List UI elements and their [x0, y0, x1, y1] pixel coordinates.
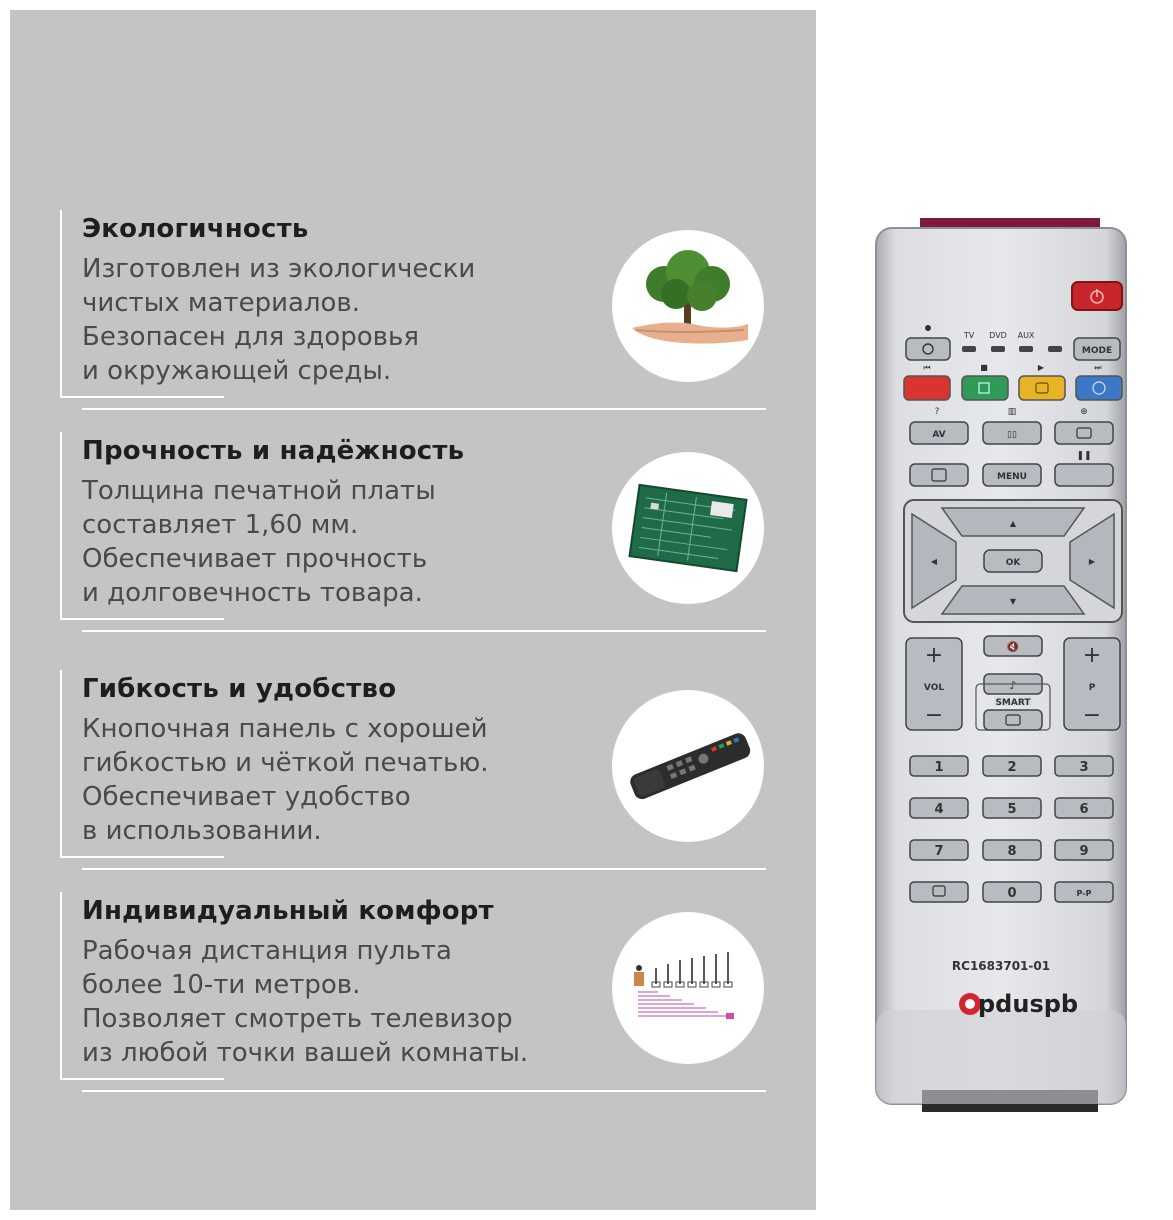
feature-line: Рабочая дистанция пульта [82, 936, 452, 966]
power-button[interactable] [1072, 282, 1122, 310]
divider [60, 856, 224, 858]
digit-button-3[interactable] [1055, 756, 1113, 776]
feature-title: Гибкость и удобство [82, 674, 397, 704]
dual-screen-button[interactable] [983, 422, 1041, 444]
svg-text:▯▯: ▯▯ [1007, 430, 1017, 440]
feature-title: Прочность и надёжность [82, 436, 465, 466]
tree-in-hand-icon [612, 230, 764, 382]
minus-icon: − [1082, 703, 1102, 728]
feature-line: Позволяет смотреть телевизор [82, 1004, 513, 1034]
digit-label: 0 [1007, 886, 1017, 901]
indicator-led [1048, 346, 1062, 352]
model-number: RC1683701-01 [951, 959, 1051, 973]
zoom-icon: ⊕ [1080, 407, 1088, 417]
remote-control-icon [612, 690, 764, 842]
digit-label: 8 [1007, 844, 1017, 859]
ok-button[interactable] [984, 550, 1042, 572]
divider [60, 210, 62, 396]
digit-button-7[interactable] [910, 840, 968, 860]
music-note-icon: ♪ [1009, 679, 1017, 692]
feature-line: Толщина печатной платы [82, 476, 436, 506]
divider [82, 1090, 766, 1092]
digit-button-5[interactable] [983, 798, 1041, 818]
mode-button[interactable] [1074, 338, 1120, 360]
feature-line: Кнопочная панель с хорошей [82, 714, 488, 744]
digit-button-6[interactable] [1055, 798, 1113, 818]
digit-button-2[interactable] [983, 756, 1041, 776]
feature-flexibility [60, 670, 766, 860]
digit-label: 1 [934, 760, 944, 775]
help-icon: ? [934, 407, 940, 417]
input-button[interactable] [910, 882, 968, 902]
circuit-board-icon [612, 452, 764, 604]
plus-icon: + [924, 643, 944, 668]
digit-label: 9 [1079, 844, 1089, 859]
feature-description [82, 712, 488, 848]
mode-button-label: MODE [1081, 346, 1113, 356]
feature-line: Изготовлен из экологически [82, 254, 476, 284]
digit-button-9[interactable] [1055, 840, 1113, 860]
source-tv-button[interactable] [962, 346, 976, 352]
divider [60, 1078, 224, 1080]
arrow-down-icon: ▼ [1009, 597, 1017, 606]
divider [60, 432, 62, 618]
av-button-label: AV [932, 430, 946, 440]
divider [82, 868, 766, 870]
feature-line: из любой точки вашей комнаты. [82, 1038, 529, 1068]
feature-line: гибкостью и чёткой печатью. [82, 748, 489, 778]
digit-button-8[interactable] [983, 840, 1041, 860]
feature-description [82, 474, 436, 610]
record-button[interactable] [906, 338, 950, 360]
feature-line: более 10-ти метров. [82, 970, 361, 1000]
brand-name: pduspb [978, 990, 1079, 1018]
pause-icon: ❚❚ [1076, 451, 1092, 461]
picture-button[interactable] [984, 710, 1042, 730]
teletext-button[interactable] [910, 464, 968, 486]
volume-label: VOL [923, 683, 945, 693]
arrow-right-icon: ▶ [1088, 557, 1096, 566]
feature-description [82, 252, 475, 388]
digit-label: 4 [934, 802, 944, 817]
feature-comfort [60, 892, 766, 1082]
divider [82, 630, 766, 632]
source-dvd-button[interactable] [991, 346, 1005, 352]
record-dot-icon [925, 325, 931, 331]
divider [60, 618, 224, 620]
arrow-left-icon: ◀ [930, 557, 938, 566]
ok-button-label: OK [1005, 558, 1021, 568]
mute-icon: 🔇 [1006, 642, 1020, 653]
feature-line: чистых материалов. [82, 288, 361, 318]
distance-diagram-icon [612, 912, 764, 1064]
menu-button-label: MENU [997, 472, 1027, 482]
prev-icon: ⏮ [923, 363, 931, 372]
feature-line: Обеспечивает прочность [82, 544, 428, 574]
feature-title: Экологичность [82, 214, 309, 244]
feature-line: составляет 1,60 мм. [82, 510, 359, 540]
feature-ecology [60, 210, 766, 400]
source-label-dvd: DVD [989, 331, 1007, 340]
digit-label: 3 [1079, 760, 1089, 775]
divider [60, 892, 62, 1078]
pp-button[interactable] [1055, 882, 1113, 902]
program-label: P [1088, 683, 1096, 693]
divider [60, 670, 62, 856]
volume-rocker[interactable] [906, 638, 962, 730]
divider [60, 396, 224, 398]
plus-icon: + [1082, 643, 1102, 668]
feature-line: и долговечность товара. [82, 578, 423, 608]
smart-label: SMART [995, 698, 1031, 708]
program-rocker[interactable] [1064, 638, 1120, 730]
mute-button[interactable] [984, 636, 1042, 656]
digit-label: 6 [1079, 802, 1089, 817]
yellow-button[interactable] [1019, 376, 1065, 400]
pp-button-label: P-P [1076, 889, 1092, 898]
remote-control [866, 210, 1136, 1116]
play-icon: ▶ [1037, 363, 1045, 372]
green-button[interactable] [962, 376, 1008, 400]
feature-line: Безопасен для здоровья [82, 322, 419, 352]
source-label-tv: TV [963, 331, 975, 340]
feature-line: Обеспечивает удобство [82, 782, 411, 812]
feature-title: Индивидуальный комфорт [82, 896, 494, 926]
source-label-aux: AUX [1017, 331, 1035, 340]
digit-label: 2 [1007, 760, 1017, 775]
navigation-pad [904, 500, 1122, 622]
format-button[interactable] [1055, 422, 1113, 444]
split-icon: ▥ [1007, 407, 1017, 417]
feature-line: и окружающей среды. [82, 356, 392, 386]
minus-icon: − [924, 703, 944, 728]
divider [82, 408, 766, 410]
feature-durability [60, 432, 766, 622]
feature-description [82, 934, 528, 1070]
stop-icon: ■ [980, 363, 988, 372]
digit-label: 5 [1007, 802, 1017, 817]
freeze-button[interactable] [1055, 464, 1113, 486]
feature-line: в использовании. [82, 816, 322, 846]
digit-button-4[interactable] [910, 798, 968, 818]
digit-button-1[interactable] [910, 756, 968, 776]
blue-button[interactable] [1076, 376, 1122, 400]
av-button[interactable] [910, 422, 968, 444]
digit-label: 7 [934, 844, 944, 859]
red-button[interactable] [904, 376, 950, 400]
next-icon: ⏭ [1094, 363, 1102, 372]
arrow-up-icon: ▲ [1009, 519, 1017, 528]
menu-button[interactable] [983, 464, 1041, 486]
source-aux-button[interactable] [1019, 346, 1033, 352]
digit-button-0[interactable] [983, 882, 1041, 902]
